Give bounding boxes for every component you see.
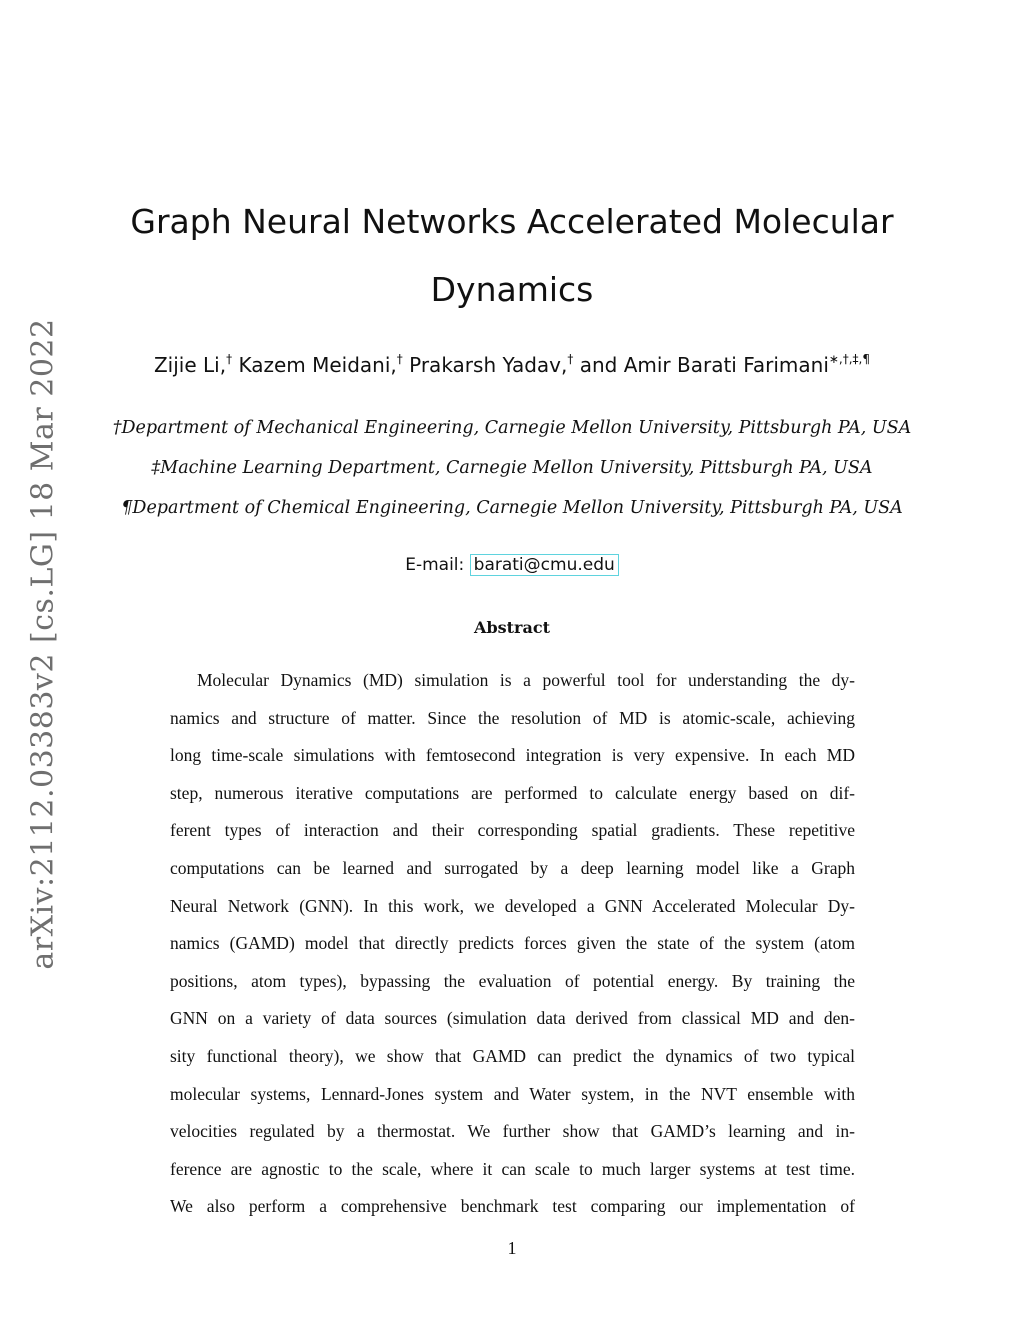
affiliation-list xyxy=(110,408,914,528)
abstract-line: sity functional theory), we show that GAMD can predict the dynamics of two typical xyxy=(170,1045,855,1066)
abstract-line: Neural Network (GNN). In this work, we developed a GNN Accelerated Molecular Dy- xyxy=(170,895,855,916)
abstract-line: positions, atom types), bypassing the evaluation of potential energy. By training the xyxy=(170,970,855,991)
author-name: Prakarsh Yadav, xyxy=(409,353,568,377)
email-link[interactable]: barati@cmu.edu xyxy=(470,554,619,576)
author-name: Kazem Meidani, xyxy=(238,353,397,377)
abstract-line: molecular systems, Lennard-Jones system and Water system, in the NVT ensemble with xyxy=(170,1083,855,1104)
abstract-line: GNN on a variety of data sources (simulation data derived from classical MD and den- xyxy=(170,1008,855,1029)
author-affiliation-marks: † xyxy=(226,352,233,366)
abstract-line: Molecular Dynamics (MD) simulation is a powerful tool for understanding the dy- xyxy=(197,670,855,690)
title-line-2: Dynamics xyxy=(430,270,594,309)
author-affiliation-marks: ∗,†,‡,¶ xyxy=(828,352,871,366)
abstract-line: step, numerous iterative computations are performed to calculate energy based on dif- xyxy=(170,782,855,803)
affiliation-chemical-engineering: ¶Department of Chemical Engineering, Carnegie Mellon University, Pittsburgh PA, USA xyxy=(121,498,903,518)
abstract-line: velocities regulated by a thermostat. We further show that GAMD’s learning and in- xyxy=(170,1121,855,1142)
author-affiliation-marks: † xyxy=(396,352,403,366)
affiliation-machine-learning: ‡Machine Learning Department, Carnegie Mellon University, Pittsburgh PA, USA xyxy=(151,458,873,478)
email-label: E-mail: xyxy=(405,555,465,575)
abstract-body xyxy=(170,662,855,1226)
arxiv-identifier-stamp: arXiv:2112.03383v2 [cs.LG] 18 Mar 2022 xyxy=(25,318,61,970)
author-list xyxy=(120,348,904,382)
abstract-line: long time-scale simulations with femtosecond integration is very expensive. In each MD xyxy=(170,745,855,766)
page-number: 1 xyxy=(507,1238,517,1258)
abstract-line: namics and structure of matter. Since the resolution of MD is atomic-scale, achieving xyxy=(170,707,855,728)
abstract-heading: Abstract xyxy=(474,618,550,637)
paper-title xyxy=(120,188,904,324)
abstract-line: ferent types of interaction and their corresponding spatial gradients. These repetitive xyxy=(170,820,855,841)
abstract-line: ference are agnostic to the scale, where it can scale to much larger systems at test time. xyxy=(170,1158,855,1179)
abstract-line: computations can be learned and surrogated by a deep learning model like a Graph xyxy=(170,857,855,878)
abstract-line: We also perform a comprehensive benchmark test comparing our implementation of xyxy=(170,1196,855,1217)
author-name: and Amir Barati Farimani xyxy=(579,353,829,377)
affiliation-mechanical-engineering: †Department of Mechanical Engineering, Carnegie Mellon University, Pittsburgh PA, USA xyxy=(112,418,912,438)
abstract-line: namics (GAMD) model that directly predicts forces given the state of the system (atom xyxy=(170,933,855,954)
title-line-1: Graph Neural Networks Accelerated Molecular xyxy=(130,202,894,241)
contact-email xyxy=(120,552,904,578)
author-affiliation-marks: † xyxy=(567,352,574,366)
author-name: Zijie Li, xyxy=(153,353,227,377)
